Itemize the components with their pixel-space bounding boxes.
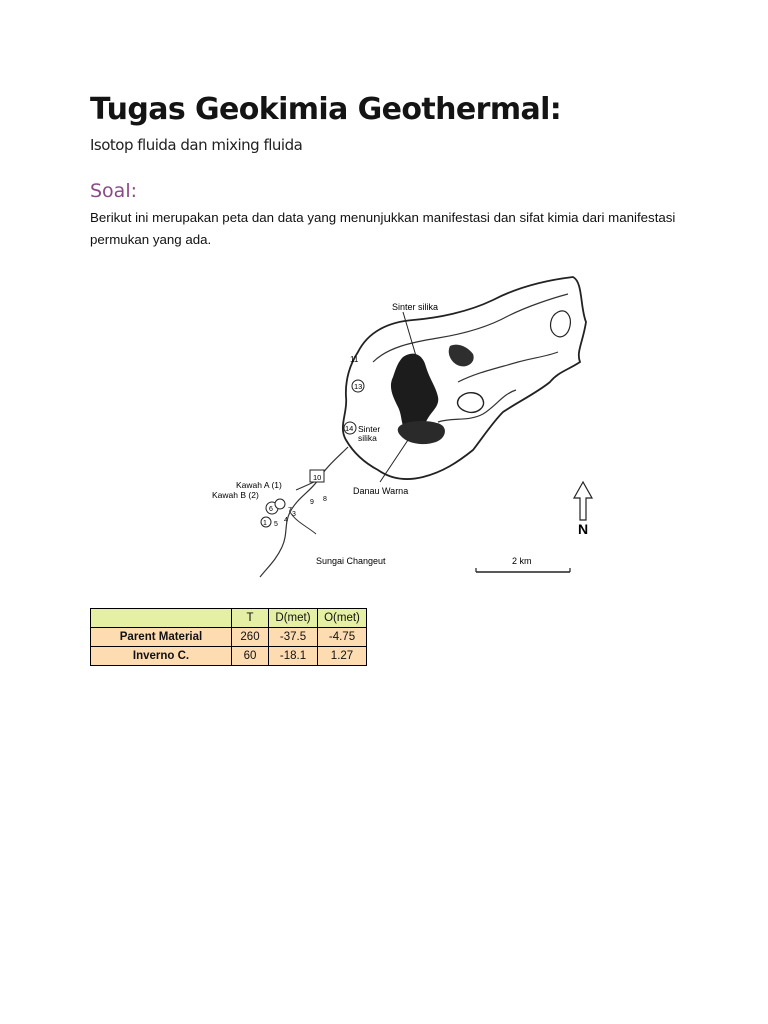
label-silika: silika	[358, 433, 377, 443]
document-subtitle: Isotop fluida dan mixing fluida	[90, 136, 303, 154]
label-kawah-b: Kawah B (2)	[212, 490, 259, 500]
pointer-sinter	[403, 312, 416, 356]
map-outline	[343, 277, 586, 479]
table-header-cell: O(met)	[318, 609, 367, 628]
north-arrow-icon	[574, 482, 592, 520]
table-cell: -37.5	[269, 628, 318, 647]
label-kawah-a: Kawah A (1)	[236, 480, 282, 490]
site-marker	[275, 499, 285, 509]
site-number: 6	[269, 506, 273, 513]
site-number: 8	[323, 496, 327, 503]
danau-warna-area	[398, 421, 445, 444]
site-number: 14	[345, 424, 354, 433]
label-scale: 2 km	[512, 556, 532, 566]
site-number: 5	[274, 521, 278, 528]
table-header-cell	[91, 609, 232, 628]
site-number: 13	[354, 382, 363, 391]
table-header-cell: D(met)	[269, 609, 318, 628]
table-cell: 1.27	[318, 647, 367, 666]
site-number: 7	[288, 507, 292, 514]
site-number: 1	[263, 520, 267, 527]
label-sinter: Sinter	[358, 424, 381, 434]
table-cell-label: Parent Material	[91, 628, 232, 647]
table-row	[91, 647, 367, 666]
table-cell: -4.75	[318, 628, 367, 647]
site-number: 9	[310, 499, 314, 506]
table-row	[91, 628, 367, 647]
table-header-row	[91, 609, 367, 628]
pointer-danau	[380, 440, 408, 482]
table-cell: 260	[232, 628, 269, 647]
table-cell: -18.1	[269, 647, 318, 666]
dark-patch	[449, 345, 474, 367]
label-danau-warna: Danau Warna	[353, 486, 409, 496]
lake-small	[458, 393, 484, 413]
label-sinter-silika-top: Sinter silika	[392, 302, 439, 312]
site-number: 11	[350, 355, 359, 364]
geothermal-map	[198, 272, 598, 592]
label-north: N	[578, 521, 589, 537]
site-number: 10	[313, 473, 322, 482]
inner-lake	[551, 311, 571, 337]
site-number: 4	[284, 517, 288, 524]
isotope-table	[90, 608, 367, 666]
document-title: Tugas Geokimia Geothermal:	[90, 92, 562, 127]
intro-paragraph: Berikut ini merupakan peta dan data yang menunjukkan manifestasi dan sifat kimia dari manifestasi permukan yang ada.	[90, 210, 676, 247]
section-heading: Soal:	[90, 180, 138, 202]
table-header-cell: T	[232, 609, 269, 628]
river-branch	[290, 480, 318, 534]
table-cell-label: Inverno C.	[91, 647, 232, 666]
table-cell: 60	[232, 647, 269, 666]
label-sungai: Sungai Changeut	[316, 556, 386, 566]
site-number: 3	[292, 511, 296, 518]
